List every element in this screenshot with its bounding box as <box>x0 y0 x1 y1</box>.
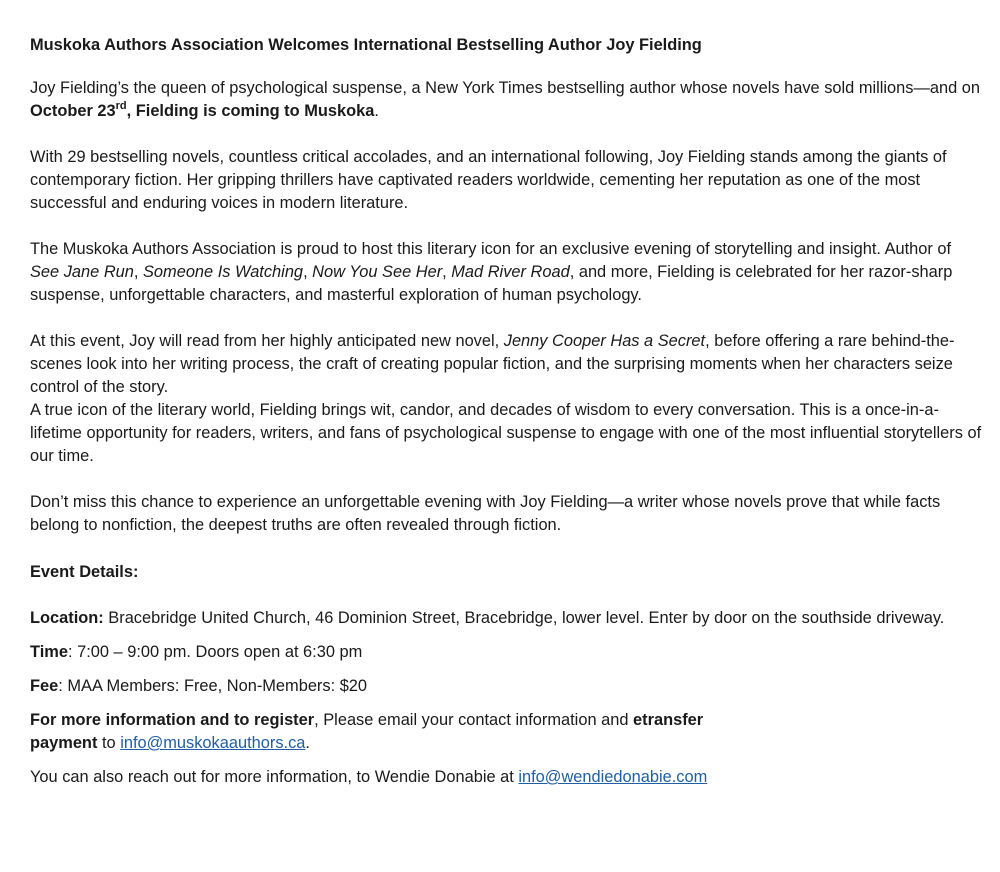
intro-text: Joy Fielding’s the queen of psychological suspense, a New York Times bestselling author whose novels have sold millions—and on <box>30 79 980 97</box>
host-paragraph <box>30 238 982 307</box>
bestselling-paragraph: With 29 bestselling novels, countless critical accolades, and an international following, Joy Fielding stands among the giants of contemporary fiction. Her gripping thrillers have captivated readers worldwide, cementing her reputation as one of the most successful and enduring voices in modern literature. <box>30 148 947 212</box>
event-date-day: October 23 <box>30 102 116 120</box>
event-details-heading: Event Details: <box>30 563 139 581</box>
contact-line <box>30 766 982 789</box>
separator: , <box>303 263 313 281</box>
page-title: Muskoka Authors Association Welcomes International Bestselling Author Joy Fielding <box>30 36 702 54</box>
location-line <box>30 607 982 630</box>
book-title: See Jane Run <box>30 263 134 281</box>
fee-label: Fee <box>30 677 59 695</box>
register-label: For more information and to register <box>30 711 315 729</box>
book-title: Mad River Road <box>451 263 570 281</box>
etransfer-payment: etransfer payment <box>30 711 704 752</box>
icon-paragraph: A true icon of the literary world, Fielding brings wit, candor, and decades of wisdom to every conversation. This is a once-in-a-lifetime opportunity for readers, writers, and fans of psychological suspense to engage with one of the most influential storytellers of our time. <box>30 401 982 465</box>
book-title: Someone Is Watching <box>143 263 304 281</box>
contact-text: You can also reach out for more information, to Wendie Donabie at <box>30 768 519 786</box>
host-lead: The Muskoka Authors Association is proud to host this literary icon for an exclusive evening of storytelling and insight. Author of <box>30 240 952 258</box>
wendie-email-link[interactable]: info@wendiedonabie.com <box>518 768 708 786</box>
reading-lead: At this event, Joy will read from her highly anticipated new novel, <box>30 332 504 350</box>
separator: , <box>133 263 143 281</box>
new-novel-title: Jenny Cooper Has a Secret <box>503 332 706 350</box>
date-suffix: rd <box>115 99 127 112</box>
time-line <box>30 641 982 664</box>
reading-tail: , before offering a rare behind-the-scenes look into her writing process, the craft of creating popular fiction, and the surprising moments when her characters seize control of the story. <box>30 332 955 396</box>
location-value: Bracebridge United Church, 46 Dominion Street, Bracebridge, lower level. Enter by door on the southside driveway. <box>103 609 945 627</box>
time-label: Time <box>30 643 68 661</box>
book-title: Now You See Her <box>312 263 443 281</box>
fee-value: : MAA Members: Free, Non-Members: $20 <box>58 677 368 695</box>
time-value: : 7:00 – 9:00 pm. Doors open at 6:30 pm <box>67 643 363 661</box>
register-line <box>30 709 770 755</box>
register-text: , Please email your contact information and <box>314 711 634 729</box>
fee-line <box>30 675 982 698</box>
event-date <box>30 99 375 120</box>
register-end: . <box>305 734 310 752</box>
event-reading-paragraph <box>30 330 982 399</box>
location-label: Location: <box>30 609 104 627</box>
muskoka-email-link[interactable]: info@muskokaauthors.ca <box>120 734 306 752</box>
separator: , <box>442 263 452 281</box>
intro-end: . <box>374 102 379 120</box>
coming-to-muskoka: , Fielding is coming to Muskoka <box>126 102 375 120</box>
closing-paragraph: Don’t miss this chance to experience an unforgettable evening with Joy Fielding—a writer whose novels prove that while facts belong to nonfiction, the deepest truths are often revealed through fiction. <box>30 493 941 534</box>
host-tail: , and more, Fielding is celebrated for her razor-sharp suspense, unforgettable characters, and masterful exploration of human psychology. <box>30 263 953 304</box>
register-to: to <box>97 734 121 752</box>
intro-paragraph <box>30 77 982 123</box>
